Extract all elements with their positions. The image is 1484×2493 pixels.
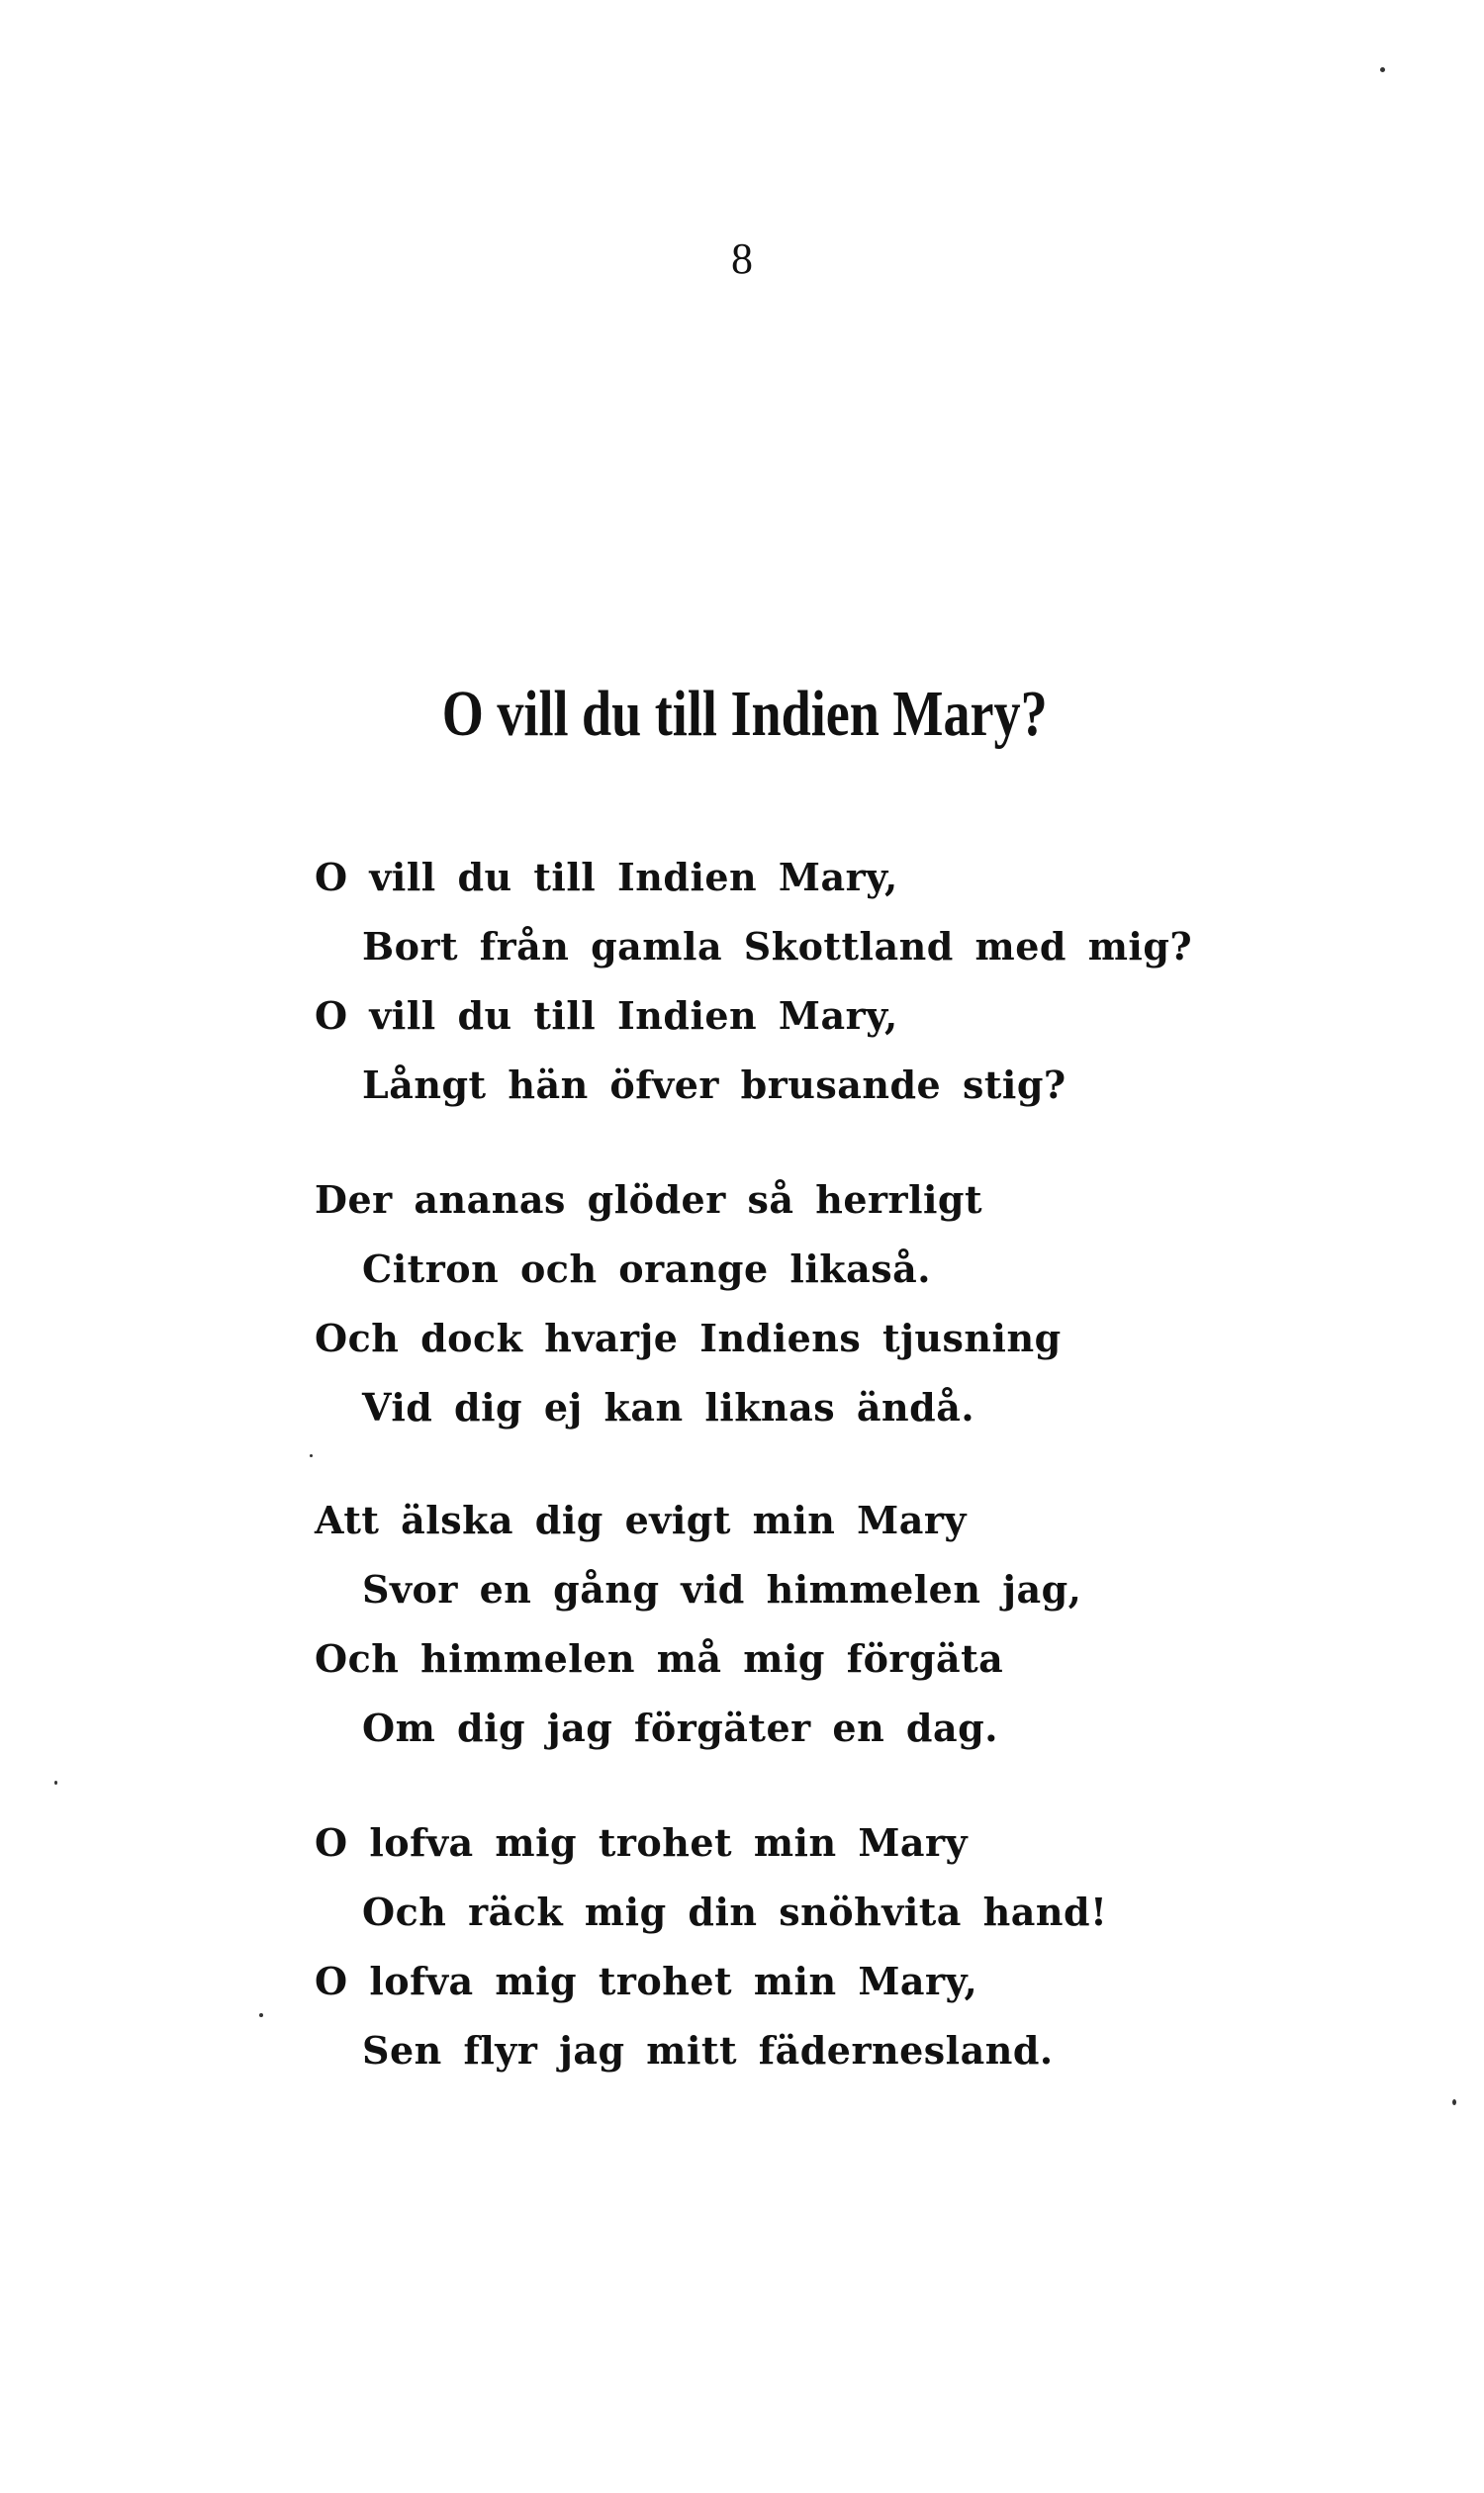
paper-speck — [54, 1781, 57, 1785]
poem-line: Och himmelen må mig förgäta — [315, 1636, 1004, 1681]
poem-line: Der ananas glöder så herrligt — [315, 1177, 983, 1222]
poem-line: Vid dig ej kan liknas ändå. — [362, 1385, 975, 1430]
paper-speck — [259, 2013, 263, 2017]
poem-line: Svor en gång vid himmelen jag, — [362, 1567, 1082, 1612]
poem-line: Och dock hvarje Indiens tjusning — [315, 1316, 1062, 1360]
poem-title: O vill du till Indien Mary? — [441, 678, 1048, 750]
poem-line: Att älska dig evigt min Mary — [315, 1498, 967, 1542]
poem-line: O vill du till Indien Mary, — [315, 855, 898, 899]
poem-line: Långt hän öfver brusande stig? — [362, 1062, 1067, 1107]
page-number: 8 — [731, 234, 753, 283]
poem-line: Och räck mig din snöhvita hand! — [362, 1890, 1108, 1934]
poem-line: O lofva mig trohet min Mary — [315, 1820, 969, 1865]
poem-line: O vill du till Indien Mary, — [315, 993, 898, 1038]
poem-line: Om dig jag förgäter en dag. — [362, 1706, 998, 1750]
poem-line: O lofva mig trohet min Mary, — [315, 1959, 978, 2003]
poem-line: Citron och orange likaså. — [362, 1246, 931, 1291]
paper-speck — [310, 1454, 313, 1457]
poem-line: Sen flyr jag mitt fädernesland. — [362, 2028, 1054, 2073]
paper-speck — [1380, 67, 1385, 72]
paper-speck — [1452, 2099, 1456, 2105]
poem-line: Bort från gamla Skottland med mig? — [362, 924, 1193, 969]
